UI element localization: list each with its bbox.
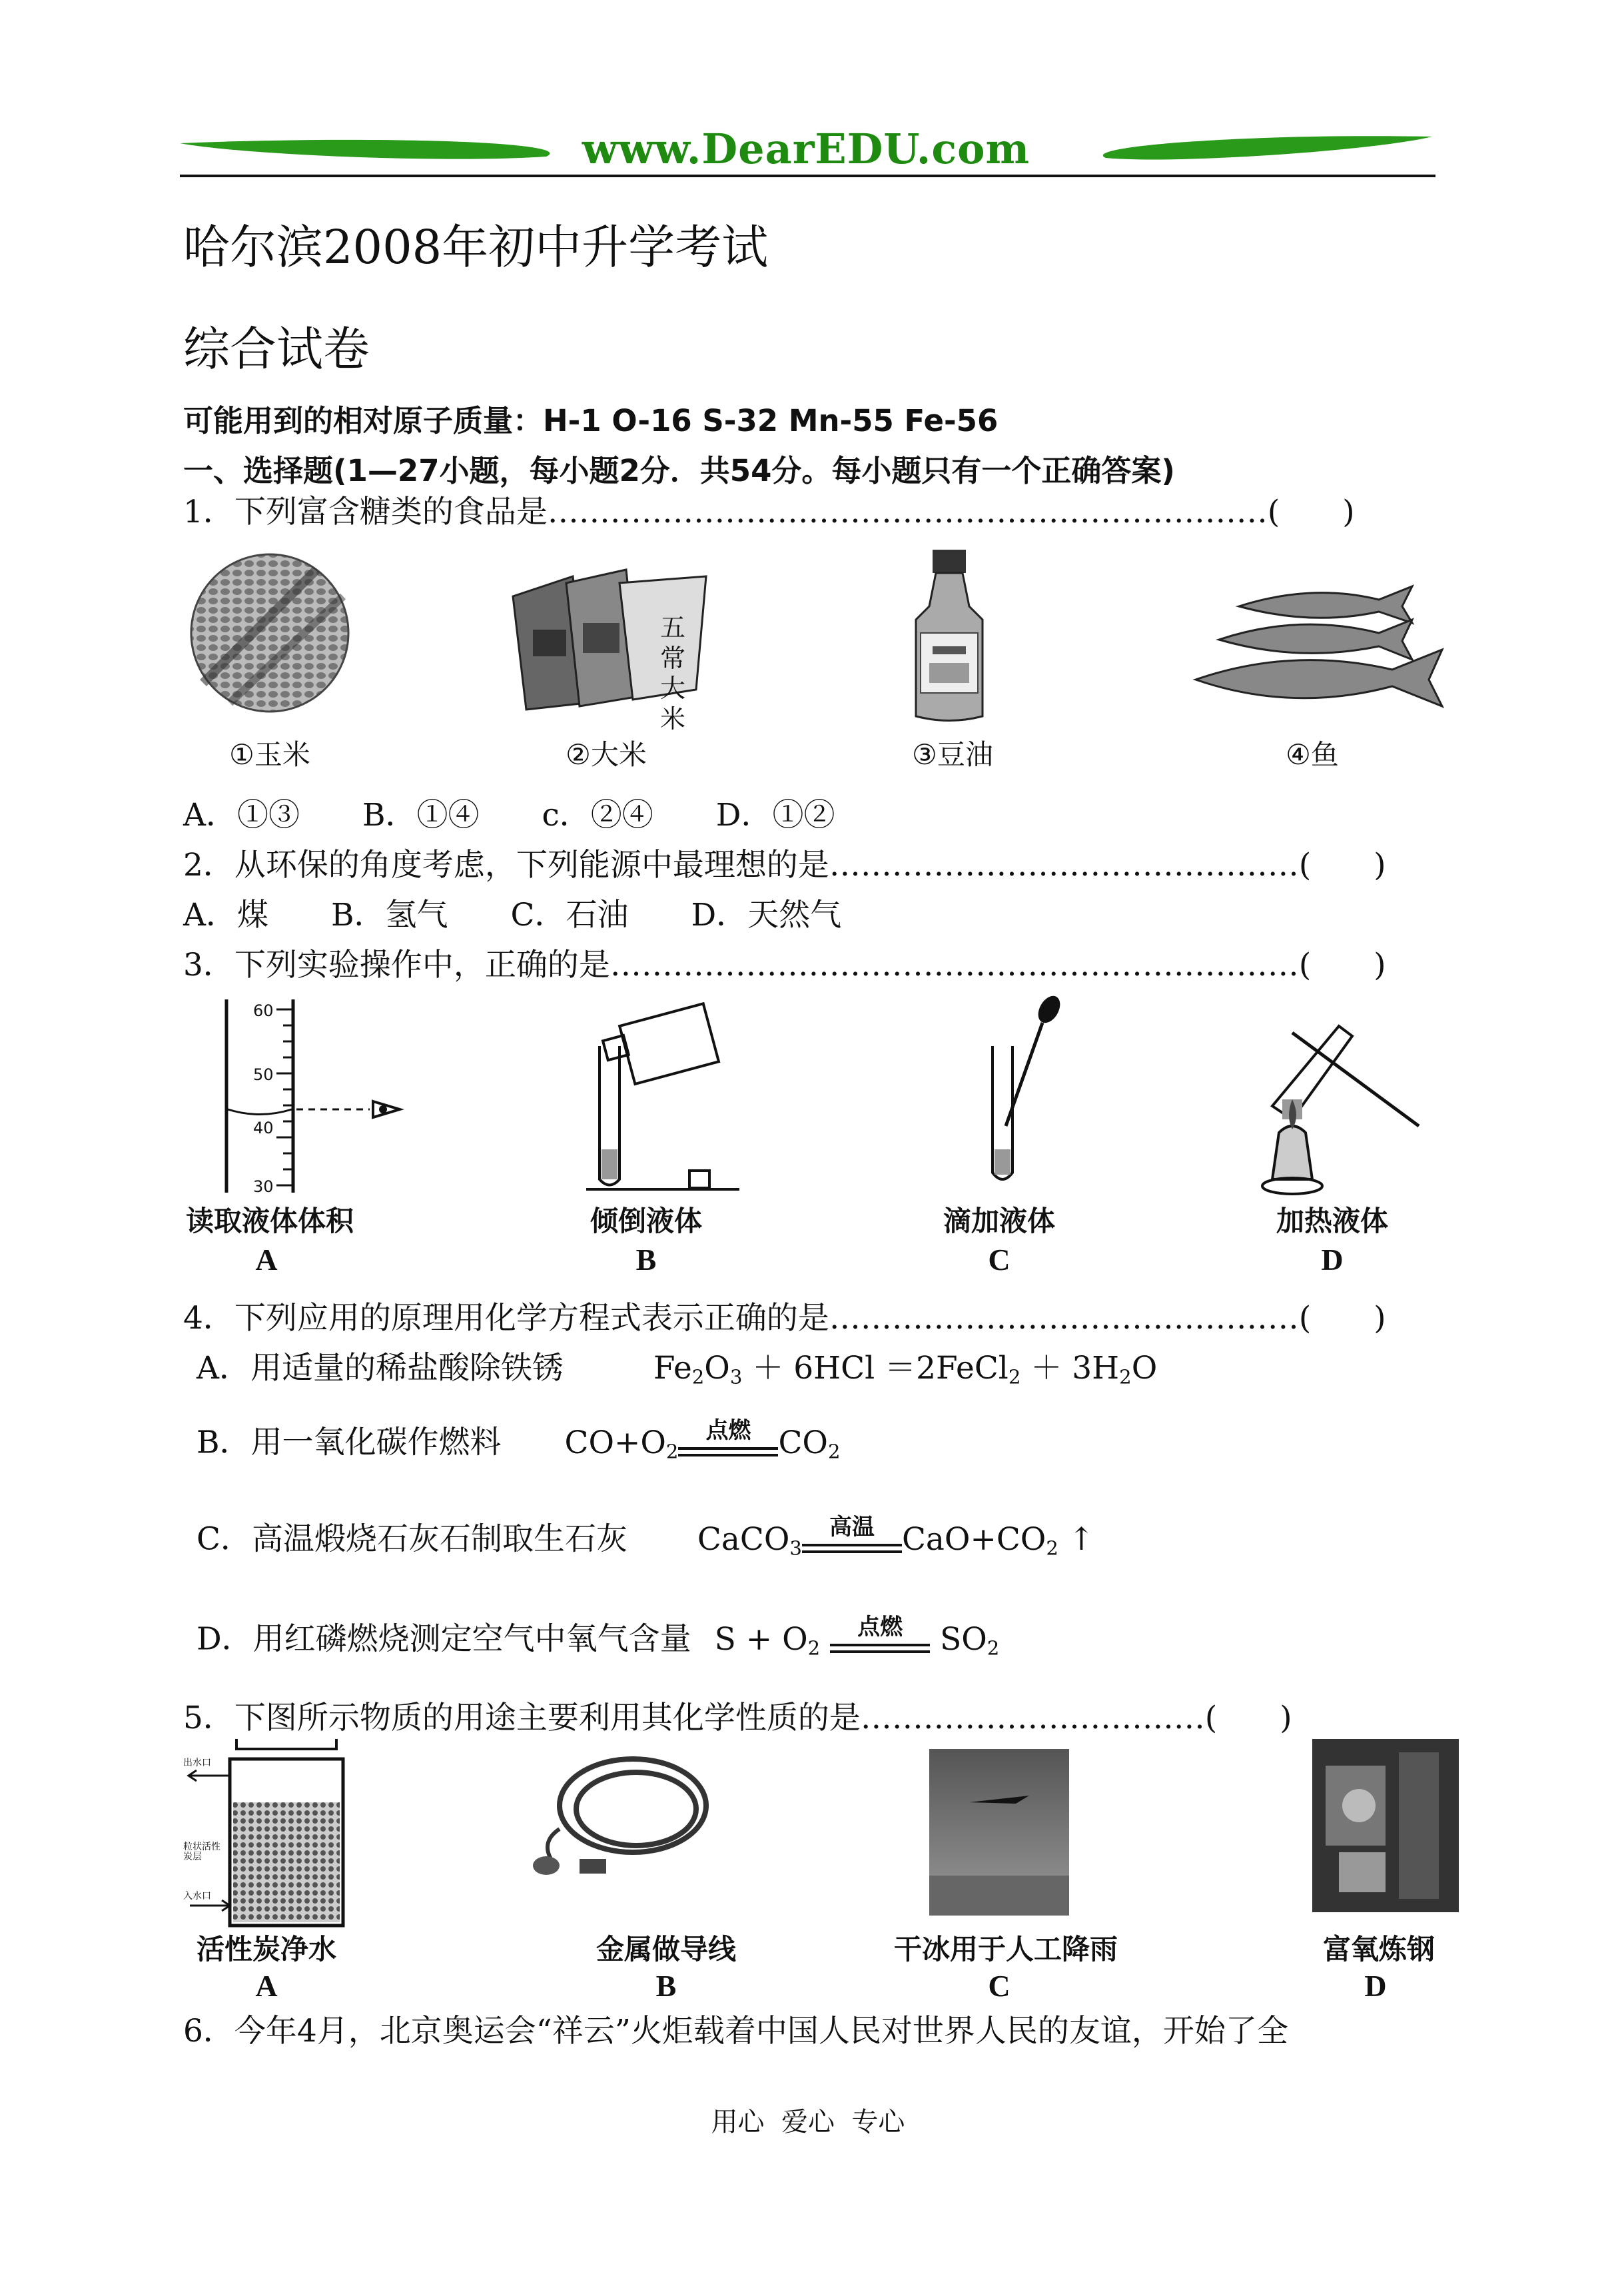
heating-liquid-icon [1252,1006,1432,1199]
q1-image-corn [183,550,356,716]
q3-stem: 3．下列实验操作中，正确的是…………………………………………………………( ) [183,947,1386,983]
q6-stem: 6．今年4月，北京奥运会“祥云”火炬载着中国人民对世界人民的友谊，开始了全 [183,2013,1288,2049]
scale-30: 30 [253,1177,274,1196]
corn-image-icon [183,550,356,716]
q3-caption-b: 倾倒液体 [590,1205,702,1237]
site-logo[interactable]: www.DearEDU.com [582,125,1030,173]
q5-image-plane [929,1749,1069,1916]
q5-caption-a: 活性炭净水 [196,1933,336,1966]
q5-caption-b: 金属做导线 [596,1933,736,1966]
page-footer: 用心 爱心 专心 [711,2107,905,2137]
q4-a-text: A．用适量的稀盐酸除铁锈 [197,1350,564,1387]
filter-outlet-label: 出水口 [183,1758,211,1768]
q3-caption-c: 滴加液体 [943,1205,1055,1237]
q5-image-filter [183,1729,350,1929]
q5-letter-b: B [655,1969,677,2003]
q5-letter-c: C [988,1969,1010,2003]
q5-letter-d: D [1364,1969,1387,2003]
q4-option-c: C．高温煅烧石灰石制取生石灰 CaCO$_3$ 高温 $CaO+CO_2$ ↑ [197,1516,1094,1569]
q3-caption-a: 读取液体体积 [185,1205,354,1237]
graduated-cylinder-icon [200,996,420,1196]
q1-label-rice: ②大米 [566,738,647,771]
pouring-liquid-icon [580,996,746,1196]
dropper-icon [966,993,1072,1193]
q4-d-equation: $S + O_2$ [714,1620,821,1659]
q3-letter-a: A [255,1243,278,1277]
q4-a-equation: $Fe_2O_3 + 6HCl$ ＝2FeCl$_2$ ＋ $3H_2O$ [653,1350,1158,1389]
q3-image-dropper [966,993,1072,1193]
q5-letter-a: A [255,1969,278,2003]
q4-stem: 4．下列应用的原理用化学方程式表示正确的是………………………………………( ) [183,1300,1386,1337]
q1-label-fish: ④鱼 [1286,738,1339,771]
q4-option-a [197,1350,1158,1389]
q1-options: A．①③ B．①④ c．②④ D．①② [183,797,835,834]
q2-options: A．煤 B．氢气 C．石油 D．天然气 [183,897,842,933]
q1-image-rice [506,556,719,734]
page-subtitle: 综合试卷 [183,322,370,376]
q3-image-heat [1252,1006,1432,1199]
q1-stem: 1．下列富含糖类的食品是……………………………………………………………( ) [183,494,1355,530]
high-temp-condition [802,1516,902,1562]
q4-c-equation: CaCO$_3$ [697,1520,802,1559]
q1-label-oil: ③豆油 [912,738,993,771]
q4-c-text: C．高温煅烧石灰石制取生石灰 [197,1520,627,1558]
q1-label-corn: ①玉米 [229,738,310,771]
q3-image-pour [580,996,746,1196]
steelmaking-icon [1312,1739,1459,1912]
q3-letter-b: B [635,1243,657,1277]
q5-image-wire [520,1742,719,1902]
fish-image-icon [1192,580,1445,713]
q5-caption-c: 干冰用于人工降雨 [893,1933,1118,1966]
q4-option-d: D．用红磷燃烧测定空气中氧气含量 $S + O_2$ 点燃 $SO_2$ [197,1616,999,1669]
q3-letter-c: C [988,1243,1010,1277]
q4-b-equation: $CO+O_2$ [564,1424,679,1462]
q5-image-steel [1312,1739,1459,1912]
atomic-mass-line: 可能用到的相对原子质量：H-1 O-16 S-32 Mn-55 Fe-56 [183,403,999,438]
rice-bag-label: 五常大米 [659,613,685,734]
section-heading: 一、选择题(1—27小题，每小题2分．共54分。每小题只有一个正确答案) [183,453,1176,488]
q3-caption-d: 加热液体 [1276,1205,1388,1237]
scale-60: 60 [253,1001,274,1020]
ignite-condition-d [830,1616,930,1662]
q5-caption-d: 富氧炼钢 [1322,1933,1435,1966]
q2-stem: 2．从环保的角度考虑，下列能源中最理想的是………………………………………( ) [183,847,1386,883]
filter-inlet-label: 入水口 [183,1891,211,1902]
q4-option-b: B．用一氧化碳作燃料 $CO+O_2$ 点燃 $CO_2$ [197,1419,840,1472]
ignite-label-d: 点燃 [857,1614,903,1640]
scale-40: 40 [253,1119,274,1137]
q1-image-fish [1192,580,1445,713]
header-rule [180,175,1435,177]
q5-stem: 5．下图所示物质的用途主要利用其化学性质的是……………………………( ) [183,1700,1292,1736]
metal-wire-icon [520,1742,719,1902]
q3-image-cylinder [200,996,420,1196]
artificial-rain-plane-icon [929,1749,1069,1916]
q3-letter-d: D [1321,1243,1344,1277]
q4-d-text: D．用红磷燃烧测定空气中氧气含量 [197,1620,691,1658]
page-title: 哈尔滨2008年初中升学考试 [183,220,769,275]
oil-bottle-image-icon [906,546,993,726]
ignite-condition [678,1419,778,1466]
high-temp-label: 高温 [829,1514,875,1540]
ignite-label: 点燃 [705,1417,751,1444]
filter-carbon-label: 粒状活性炭层 [183,1842,220,1863]
q1-image-oil [906,546,993,726]
q4-b-text: B．用一氧化碳作燃料 [197,1424,502,1461]
scale-50: 50 [253,1065,274,1084]
